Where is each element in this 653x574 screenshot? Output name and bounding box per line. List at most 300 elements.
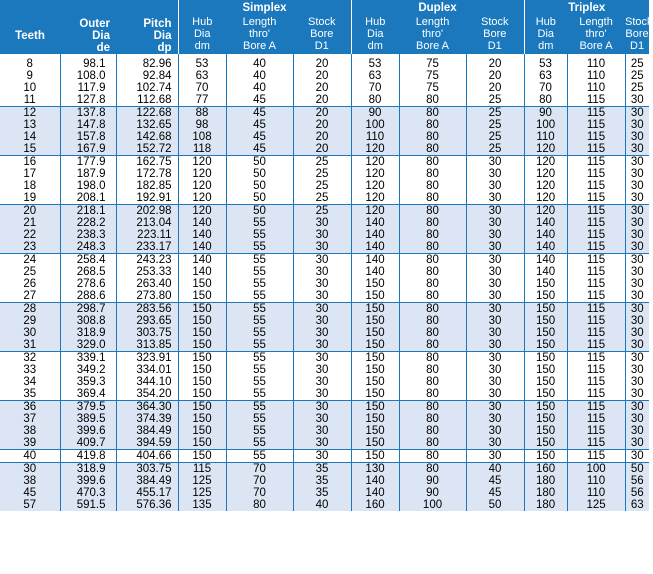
cell-pitch-dia: 202.98	[116, 205, 178, 218]
cell-simplex-length: 55	[226, 437, 293, 450]
cell-duplex-bore: 45	[466, 475, 524, 487]
cell-outer-dia: 268.5	[60, 266, 116, 278]
cell-outer-dia: 298.7	[60, 303, 116, 316]
cell-simplex-bore: 30	[293, 254, 351, 267]
cell-duplex-length: 80	[399, 401, 466, 414]
cell-simplex-length: 45	[226, 94, 293, 107]
cell-triplex-length: 110	[567, 70, 625, 82]
table-row	[0, 463, 649, 476]
cell-simplex-hub: 150	[178, 425, 226, 437]
cell-simplex-hub: 150	[178, 339, 226, 352]
cell-duplex-length: 80	[399, 156, 466, 169]
cell-duplex-bore: 30	[466, 254, 524, 267]
cell-duplex-length: 80	[399, 413, 466, 425]
cell-simplex-length: 55	[226, 413, 293, 425]
cell-triplex-length: 115	[567, 303, 625, 316]
cell-duplex-hub: 150	[351, 327, 399, 339]
cell-simplex-hub: 140	[178, 266, 226, 278]
cell-simplex-bore: 35	[293, 463, 351, 476]
cell-simplex-bore: 30	[293, 437, 351, 450]
cell-duplex-bore: 20	[466, 58, 524, 70]
cell-duplex-hub: 120	[351, 168, 399, 180]
header-duplex-length-thro-bore: Length thro' Bore A	[399, 14, 466, 54]
cell-outer-dia: 208.1	[60, 192, 116, 205]
cell-duplex-bore: 30	[466, 266, 524, 278]
cell-duplex-bore: 30	[466, 413, 524, 425]
table-row	[0, 327, 649, 339]
cell-duplex-length: 80	[399, 463, 466, 476]
cell-duplex-hub: 150	[351, 278, 399, 290]
cell-triplex-length: 110	[567, 82, 625, 94]
cell-duplex-bore: 30	[466, 437, 524, 450]
cell-simplex-bore: 30	[293, 352, 351, 365]
cell-pitch-dia: 394.59	[116, 437, 178, 450]
cell-simplex-hub: 63	[178, 70, 226, 82]
cell-duplex-bore: 30	[466, 364, 524, 376]
table-row	[0, 487, 649, 499]
cell-teeth: 13	[0, 119, 60, 131]
cell-duplex-bore: 30	[466, 156, 524, 169]
table-row	[0, 413, 649, 425]
cell-pitch-dia: 303.75	[116, 327, 178, 339]
cell-simplex-length: 50	[226, 156, 293, 169]
cell-simplex-bore: 30	[293, 217, 351, 229]
cell-teeth: 23	[0, 241, 60, 254]
cell-triplex-bore: 30	[625, 266, 649, 278]
cell-simplex-hub: 120	[178, 180, 226, 192]
cell-simplex-length: 55	[226, 315, 293, 327]
cell-simplex-hub: 140	[178, 241, 226, 254]
cell-outer-dia: 318.9	[60, 327, 116, 339]
cell-triplex-length: 115	[567, 107, 625, 120]
cell-outer-dia: 389.5	[60, 413, 116, 425]
cell-simplex-length: 50	[226, 192, 293, 205]
header-simplex-stock-bore: Stock Bore D1	[293, 14, 351, 54]
cell-triplex-bore: 56	[625, 487, 649, 499]
cell-teeth: 14	[0, 131, 60, 143]
cell-duplex-hub: 140	[351, 487, 399, 499]
cell-simplex-length: 55	[226, 327, 293, 339]
cell-triplex-length: 115	[567, 119, 625, 131]
cell-outer-dia: 147.8	[60, 119, 116, 131]
cell-duplex-bore: 30	[466, 339, 524, 352]
cell-duplex-bore: 30	[466, 315, 524, 327]
cell-teeth: 22	[0, 229, 60, 241]
cell-outer-dia: 108.0	[60, 70, 116, 82]
cell-duplex-length: 80	[399, 364, 466, 376]
cell-triplex-bore: 30	[625, 143, 649, 156]
cell-teeth: 38	[0, 425, 60, 437]
cell-duplex-hub: 150	[351, 352, 399, 365]
cell-simplex-hub: 120	[178, 168, 226, 180]
cell-triplex-length: 115	[567, 168, 625, 180]
cell-triplex-length: 115	[567, 180, 625, 192]
cell-outer-dia: 359.3	[60, 376, 116, 388]
cell-duplex-length: 80	[399, 352, 466, 365]
cell-simplex-length: 45	[226, 119, 293, 131]
cell-simplex-bore: 30	[293, 425, 351, 437]
table-row	[0, 205, 649, 218]
cell-pitch-dia: 233.17	[116, 241, 178, 254]
cell-teeth: 38	[0, 475, 60, 487]
cell-teeth: 18	[23, 180, 37, 192]
cell-pitch-dia: 303.75	[116, 463, 178, 476]
cell-triplex-bore: 63	[625, 499, 649, 511]
cell-simplex-length: 55	[226, 303, 293, 316]
cell-simplex-hub: 150	[178, 413, 226, 425]
cell-duplex-hub: 140	[351, 229, 399, 241]
cell-triplex-bore: 30	[625, 376, 649, 388]
cell-triplex-hub: 120	[524, 143, 567, 156]
cell-simplex-hub: 77	[178, 94, 226, 107]
table-row	[0, 278, 649, 290]
table-header	[0, 0, 653, 54]
cell-simplex-bore: 20	[293, 131, 351, 143]
cell-triplex-bore: 30	[625, 107, 649, 120]
cell-triplex-hub: 150	[524, 450, 567, 463]
cell-duplex-hub: 150	[351, 401, 399, 414]
cell-duplex-hub: 150	[351, 450, 399, 463]
cell-triplex-hub: 160	[524, 463, 567, 476]
cell-pitch-dia: 404.66	[116, 450, 178, 463]
cell-duplex-hub: 160	[351, 499, 399, 511]
header-pitch-dia: Pitch Dia dp	[116, 0, 178, 54]
cell-triplex-length: 115	[567, 339, 625, 352]
cell-simplex-bore: 20	[293, 94, 351, 107]
cell-simplex-bore: 30	[293, 364, 351, 376]
cell-teeth: 17	[23, 168, 37, 180]
cell-triplex-hub: 120	[524, 180, 567, 192]
table-row	[0, 475, 649, 487]
cell-duplex-bore: 30	[466, 327, 524, 339]
cell-triplex-bore: 30	[625, 229, 649, 241]
cell-teeth: 25	[23, 266, 37, 278]
cell-simplex-hub: 118	[178, 143, 226, 156]
cell-simplex-hub: 135	[178, 499, 226, 511]
cell-teeth: 39	[0, 437, 60, 450]
cell-pitch-dia: 323.91	[116, 352, 178, 365]
cell-triplex-hub: 140	[524, 254, 567, 267]
cell-outer-dia: 288.6	[60, 290, 116, 303]
cell-simplex-length: 70	[226, 463, 293, 476]
cell-simplex-length: 55	[226, 376, 293, 388]
cell-duplex-hub: 120	[351, 156, 399, 169]
cell-simplex-hub: 125	[178, 487, 226, 499]
cell-triplex-bore: 30	[625, 180, 649, 192]
cell-triplex-length: 115	[567, 241, 625, 254]
cell-simplex-bore: 35	[293, 475, 351, 487]
cell-simplex-hub: 115	[178, 463, 226, 476]
cell-triplex-length: 115	[567, 315, 625, 327]
table-row	[0, 143, 649, 156]
cell-triplex-bore: 30	[625, 413, 649, 425]
cell-duplex-length: 90	[399, 487, 466, 499]
cell-outer-dia: 177.9	[60, 156, 116, 169]
cell-pitch-dia: 313.85	[116, 339, 178, 352]
cell-simplex-hub: 120	[178, 205, 226, 218]
cell-simplex-bore: 30	[293, 266, 351, 278]
cell-duplex-hub: 150	[351, 315, 399, 327]
cell-outer-dia: 198.0	[60, 180, 116, 192]
table-row	[0, 58, 649, 70]
header-group-triplex: Triplex	[524, 0, 649, 14]
cell-pitch-dia: 364.30	[116, 401, 178, 414]
cell-simplex-bore: 25	[293, 205, 351, 218]
cell-triplex-bore: 30	[625, 401, 649, 414]
cell-simplex-hub: 150	[178, 327, 226, 339]
cell-simplex-bore: 30	[293, 327, 351, 339]
cell-triplex-length: 115	[567, 352, 625, 365]
cell-triplex-bore: 56	[625, 475, 649, 487]
cell-simplex-hub: 53	[178, 58, 226, 70]
cell-triplex-length: 115	[567, 437, 625, 450]
cell-simplex-bore: 20	[293, 143, 351, 156]
cell-simplex-bore: 30	[293, 315, 351, 327]
cell-duplex-hub: 80	[351, 94, 399, 107]
cell-pitch-dia: 273.80	[116, 290, 178, 303]
cell-outer-dia: 228.2	[60, 217, 116, 229]
cell-duplex-length: 80	[399, 94, 466, 107]
cell-pitch-dia: 223.11	[116, 229, 178, 241]
cell-outer-dia: 117.9	[60, 82, 116, 94]
cell-simplex-bore: 30	[293, 229, 351, 241]
header-triplex-hub-dia: Hub Dia dm	[524, 14, 567, 54]
cell-teeth: 27	[0, 290, 60, 303]
cell-simplex-hub: 150	[178, 278, 226, 290]
cell-triplex-hub: 150	[524, 315, 567, 327]
cell-triplex-hub: 180	[524, 487, 567, 499]
cell-simplex-hub: 140	[178, 217, 226, 229]
cell-simplex-length: 40	[226, 58, 293, 70]
cell-triplex-hub: 100	[524, 119, 567, 131]
cell-simplex-length: 70	[226, 475, 293, 487]
cell-outer-dia: 308.8	[60, 315, 116, 327]
cell-triplex-bore: 30	[625, 388, 649, 401]
cell-duplex-length: 80	[399, 278, 466, 290]
cell-triplex-length: 115	[567, 450, 625, 463]
cell-simplex-length: 55	[226, 339, 293, 352]
cell-simplex-hub: 150	[178, 303, 226, 316]
cell-simplex-hub: 120	[178, 192, 226, 205]
table-row	[0, 425, 649, 437]
cell-duplex-hub: 70	[351, 82, 399, 94]
cell-duplex-length: 80	[399, 425, 466, 437]
table-row	[0, 376, 649, 388]
cell-simplex-length: 55	[226, 278, 293, 290]
cell-duplex-length: 80	[399, 168, 466, 180]
cell-triplex-hub: 70	[524, 82, 567, 94]
table-row	[0, 254, 649, 267]
cell-triplex-length: 110	[567, 475, 625, 487]
cell-teeth: 45	[0, 487, 60, 499]
cell-triplex-length: 115	[567, 327, 625, 339]
cell-triplex-length: 115	[567, 266, 625, 278]
cell-triplex-bore: 30	[625, 254, 649, 267]
cell-duplex-bore: 30	[466, 425, 524, 437]
cell-triplex-hub: 150	[524, 290, 567, 303]
cell-outer-dia: 318.9	[60, 463, 116, 476]
cell-pitch-dia: 182.85	[116, 180, 178, 192]
cell-teeth: 19	[0, 192, 60, 205]
cell-duplex-length: 80	[399, 131, 466, 143]
cell-triplex-bore: 30	[625, 327, 649, 339]
cell-triplex-length: 115	[567, 217, 625, 229]
cell-outer-dia: 218.1	[60, 205, 116, 218]
cell-simplex-bore: 30	[293, 303, 351, 316]
cell-simplex-length: 55	[226, 364, 293, 376]
cell-simplex-length: 55	[226, 241, 293, 254]
cell-simplex-length: 50	[226, 205, 293, 218]
cell-outer-dia: 379.5	[60, 401, 116, 414]
cell-triplex-bore: 30	[625, 156, 649, 169]
cell-simplex-length: 50	[226, 168, 293, 180]
cell-duplex-hub: 140	[351, 254, 399, 267]
cell-simplex-length: 55	[226, 254, 293, 267]
header-triplex-length-thro-bore: Length thro' Bore A	[567, 14, 625, 54]
cell-duplex-length: 80	[399, 180, 466, 192]
cell-simplex-hub: 150	[178, 388, 226, 401]
cell-simplex-hub: 88	[178, 107, 226, 120]
cell-duplex-bore: 30	[466, 192, 524, 205]
cell-triplex-hub: 150	[524, 401, 567, 414]
cell-teeth: 30	[0, 327, 60, 339]
cell-outer-dia: 238.3	[60, 229, 116, 241]
cell-simplex-bore: 30	[293, 290, 351, 303]
cell-duplex-length: 80	[399, 437, 466, 450]
cell-triplex-bore: 30	[625, 303, 649, 316]
cell-triplex-length: 115	[567, 401, 625, 414]
table-row	[0, 266, 649, 278]
cell-teeth: 12	[0, 107, 60, 120]
cell-duplex-bore: 30	[466, 290, 524, 303]
cell-outer-dia: 127.8	[60, 94, 116, 107]
cell-duplex-length: 80	[399, 143, 466, 156]
cell-triplex-length: 115	[567, 205, 625, 218]
cell-duplex-length: 80	[399, 192, 466, 205]
cell-triplex-bore: 30	[625, 437, 649, 450]
cell-simplex-bore: 30	[293, 413, 351, 425]
cell-triplex-length: 115	[567, 131, 625, 143]
cell-simplex-bore: 20	[293, 58, 351, 70]
cell-triplex-hub: 120	[524, 192, 567, 205]
cell-simplex-length: 45	[226, 131, 293, 143]
cell-duplex-bore: 20	[466, 82, 524, 94]
cell-simplex-hub: 150	[178, 315, 226, 327]
cell-triplex-length: 110	[567, 487, 625, 499]
cell-triplex-length: 115	[567, 229, 625, 241]
cell-pitch-dia: 92.84	[116, 70, 178, 82]
table-row	[0, 94, 649, 107]
table-row	[0, 156, 649, 169]
cell-duplex-length: 80	[399, 119, 466, 131]
cell-simplex-bore: 25	[293, 180, 351, 192]
cell-triplex-hub: 90	[524, 107, 567, 120]
table-row	[0, 437, 649, 450]
cell-triplex-bore: 30	[625, 119, 649, 131]
cell-simplex-length: 55	[226, 388, 293, 401]
cell-triplex-bore: 25	[625, 58, 649, 70]
cell-duplex-hub: 150	[351, 413, 399, 425]
cell-triplex-hub: 150	[524, 327, 567, 339]
cell-pitch-dia: 253.33	[116, 266, 178, 278]
cell-triplex-hub: 150	[524, 388, 567, 401]
cell-triplex-bore: 30	[625, 315, 649, 327]
cell-outer-dia: 409.7	[60, 437, 116, 450]
cell-duplex-bore: 50	[466, 499, 524, 511]
cell-teeth: 16	[0, 156, 60, 169]
cell-duplex-bore: 30	[466, 450, 524, 463]
cell-simplex-length: 45	[226, 143, 293, 156]
cell-teeth: 32	[0, 352, 60, 365]
table-row	[0, 315, 649, 327]
table-row	[0, 217, 649, 229]
cell-pitch-dia: 132.65	[116, 119, 178, 131]
header-teeth: Teeth	[0, 0, 60, 54]
cell-outer-dia: 187.9	[60, 168, 116, 180]
cell-duplex-bore: 25	[466, 143, 524, 156]
cell-teeth: 34	[23, 376, 37, 388]
table-row	[0, 303, 649, 316]
cell-teeth: 21	[0, 217, 60, 229]
cell-pitch-dia: 213.04	[116, 217, 178, 229]
cell-pitch-dia: 162.75	[116, 156, 178, 169]
cell-duplex-hub: 150	[351, 290, 399, 303]
cell-outer-dia: 399.6	[60, 425, 116, 437]
cell-duplex-bore: 30	[466, 229, 524, 241]
table-body	[0, 54, 649, 511]
cell-simplex-bore: 30	[293, 450, 351, 463]
cell-simplex-length: 55	[226, 290, 293, 303]
cell-triplex-hub: 150	[524, 425, 567, 437]
cell-pitch-dia: 374.39	[116, 413, 178, 425]
cell-duplex-length: 80	[399, 303, 466, 316]
cell-duplex-bore: 30	[466, 168, 524, 180]
cell-triplex-bore: 30	[625, 217, 649, 229]
cell-duplex-hub: 120	[351, 143, 399, 156]
cell-duplex-hub: 120	[351, 180, 399, 192]
cell-simplex-bore: 20	[293, 107, 351, 120]
cell-outer-dia: 349.2	[60, 364, 116, 376]
cell-duplex-bore: 30	[466, 217, 524, 229]
cell-triplex-hub: 150	[524, 303, 567, 316]
cell-duplex-length: 80	[399, 254, 466, 267]
cell-simplex-bore: 25	[293, 156, 351, 169]
table-row	[0, 290, 649, 303]
cell-duplex-hub: 140	[351, 475, 399, 487]
cell-duplex-length: 80	[399, 290, 466, 303]
cell-duplex-hub: 150	[351, 437, 399, 450]
cell-outer-dia: 278.6	[60, 278, 116, 290]
cell-triplex-hub: 140	[524, 229, 567, 241]
header-duplex-stock-bore: Stock Bore D1	[466, 14, 524, 54]
cell-teeth: 33	[23, 364, 37, 376]
cell-outer-dia: 419.8	[60, 450, 116, 463]
cell-simplex-hub: 150	[178, 401, 226, 414]
cell-outer-dia: 399.6	[60, 475, 116, 487]
cell-duplex-hub: 110	[351, 131, 399, 143]
cell-duplex-hub: 150	[351, 376, 399, 388]
cell-simplex-length: 80	[226, 499, 293, 511]
cell-pitch-dia: 112.68	[116, 94, 178, 107]
cell-triplex-hub: 140	[524, 266, 567, 278]
cell-simplex-bore: 30	[293, 388, 351, 401]
cell-simplex-bore: 30	[293, 376, 351, 388]
cell-duplex-hub: 150	[351, 339, 399, 352]
cell-simplex-bore: 30	[293, 278, 351, 290]
table-row	[0, 119, 649, 131]
cell-duplex-length: 80	[399, 376, 466, 388]
cell-simplex-bore: 25	[293, 192, 351, 205]
